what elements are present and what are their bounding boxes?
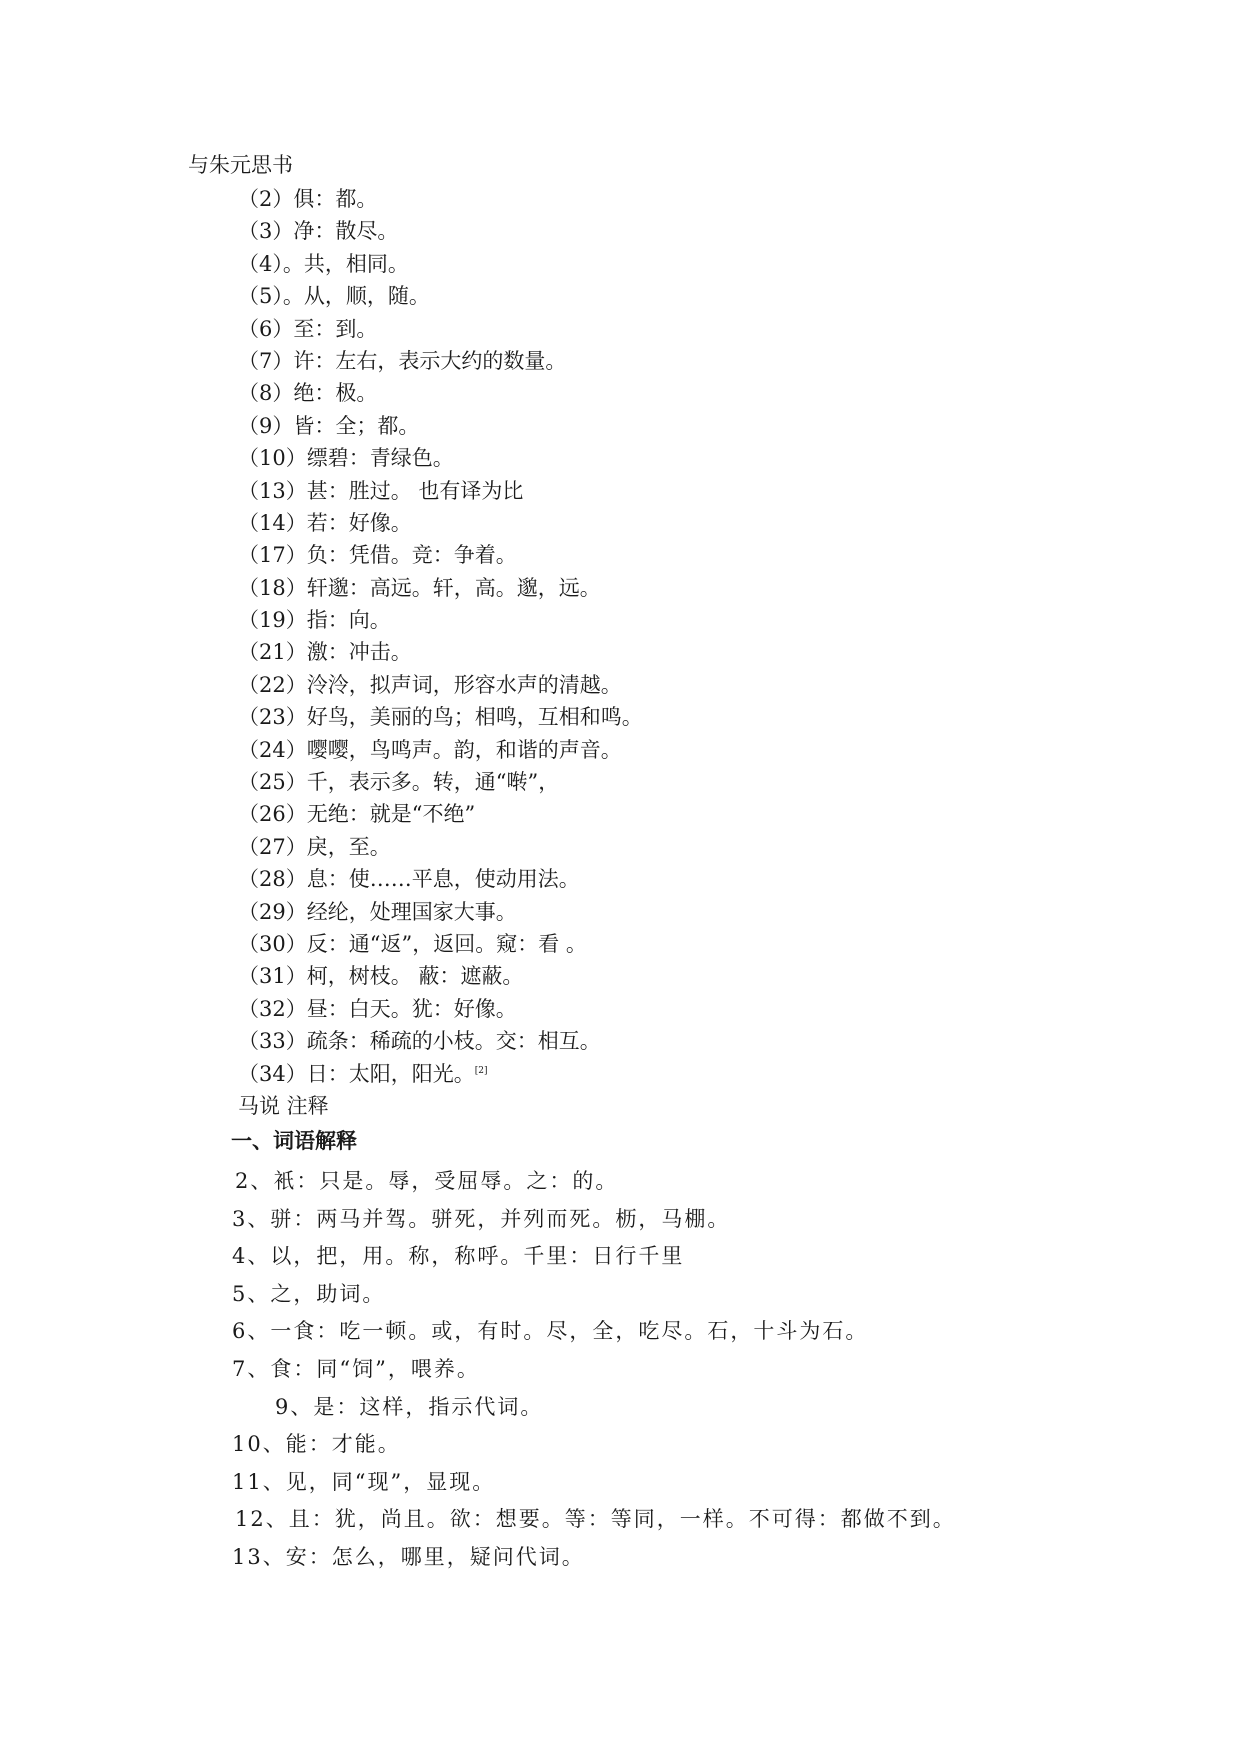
annotation-item: （31）柯，树枝。 蔽：遮蔽。 <box>238 964 524 989</box>
annotation-item: （7）许：左右，表示大约的数量。 <box>238 348 567 373</box>
vocabulary-item: 3、骈：两马并驾。骈死，并列而死。枥，马棚。 <box>232 1206 731 1231</box>
annotation-item: （2）俱：都。 <box>238 187 378 211</box>
annotation-item: （8）绝：极。 <box>238 381 378 406</box>
annotation-item: （17）负：凭借。竞：争着。 <box>238 543 517 568</box>
annotation-item: （30）反：通“返”，返回。窥：看 。 <box>238 931 587 956</box>
annotation-item: （19）指：向。 <box>238 608 391 633</box>
annotation-item: （3）净：散尽。 <box>238 219 399 244</box>
annotation-item: （27）戾，至。 <box>238 834 391 859</box>
vocabulary-item: 4、以，把，用。称，称呼。千里：日行千里 <box>232 1244 685 1269</box>
vocabulary-list <box>0 1163 956 1577</box>
annotation-item: （24）嘤嘤，鸟鸣声。韵，和谐的声音。 <box>238 737 622 762</box>
annotation-item: （29）经纶，处理国家大事。 <box>238 899 517 924</box>
annotation-item <box>238 1058 643 1090</box>
annotation-item: （21）激：冲击。 <box>238 640 412 665</box>
annotation-item: （32）昼：白天。犹：好像。 <box>238 996 517 1021</box>
annotation-item: （13）甚：胜过。 也有译为比 <box>238 478 524 503</box>
annotation-item: （9）皆：全；都。 <box>238 413 420 438</box>
annotation-item: （5）。从，顺，随。 <box>238 284 430 309</box>
annotation-item: （23）好鸟，美丽的鸟；相鸣，互相和鸣。 <box>238 705 643 730</box>
reference-marker[interactable]: [2] <box>474 1065 488 1076</box>
vocabulary-item: 5、之，助词。 <box>232 1281 386 1306</box>
annotation-text: （34）日：太阳，阳光。 <box>238 1061 475 1086</box>
annotation-item: （18）轩邈：高远。轩，高。邈，远。 <box>238 575 601 600</box>
annotation-item: （14）若：好像。 <box>238 510 412 535</box>
annotation-item: （26）无绝：就是“不绝” <box>238 802 476 827</box>
vocabulary-item: 7、食：同“饲”，喂养。 <box>232 1356 480 1381</box>
annotation-item: （10）缥碧：青绿色。 <box>238 446 454 471</box>
vocabulary-item: 10、能：才能。 <box>232 1432 401 1457</box>
section-heading: 一、词语解释 <box>231 1129 357 1153</box>
vocabulary-item: 2、衹：只是。辱，受屈辱。之：的。 <box>235 1169 619 1193</box>
vocabulary-item: 11、见，同“现”，显现。 <box>232 1469 496 1494</box>
annotation-item: （28）息：使……平息，使动用法。 <box>238 867 580 892</box>
vocabulary-item: 13、安：怎么，哪里，疑问代词。 <box>232 1544 585 1569</box>
vocabulary-item: 12、且：犹，尚且。欲：想要。等：等同，一样。不可得：都做不到。 <box>235 1507 956 1532</box>
annotation-item: （33）疏条：稀疏的小枝。交：相互。 <box>238 1029 601 1054</box>
annotation-item: （6）至：到。 <box>238 316 378 341</box>
vocabulary-item: 6、一食：吃一顿。或，有时。尽，全，吃尽。石，十斗为石。 <box>232 1319 869 1344</box>
annotation-item: （22）泠泠，拟声词，形容水声的清越。 <box>238 672 622 697</box>
annotation-item: （4）。共，相同。 <box>238 251 409 276</box>
vocabulary-item: 9、是：这样，指示代词。 <box>275 1394 544 1419</box>
document-title: 与朱元思书 <box>188 153 293 177</box>
annotation-item: （25）千，表示多。转，通“啭”， <box>238 770 560 795</box>
section-title: 马说 注释 <box>238 1094 329 1118</box>
annotation-list <box>238 183 643 1090</box>
